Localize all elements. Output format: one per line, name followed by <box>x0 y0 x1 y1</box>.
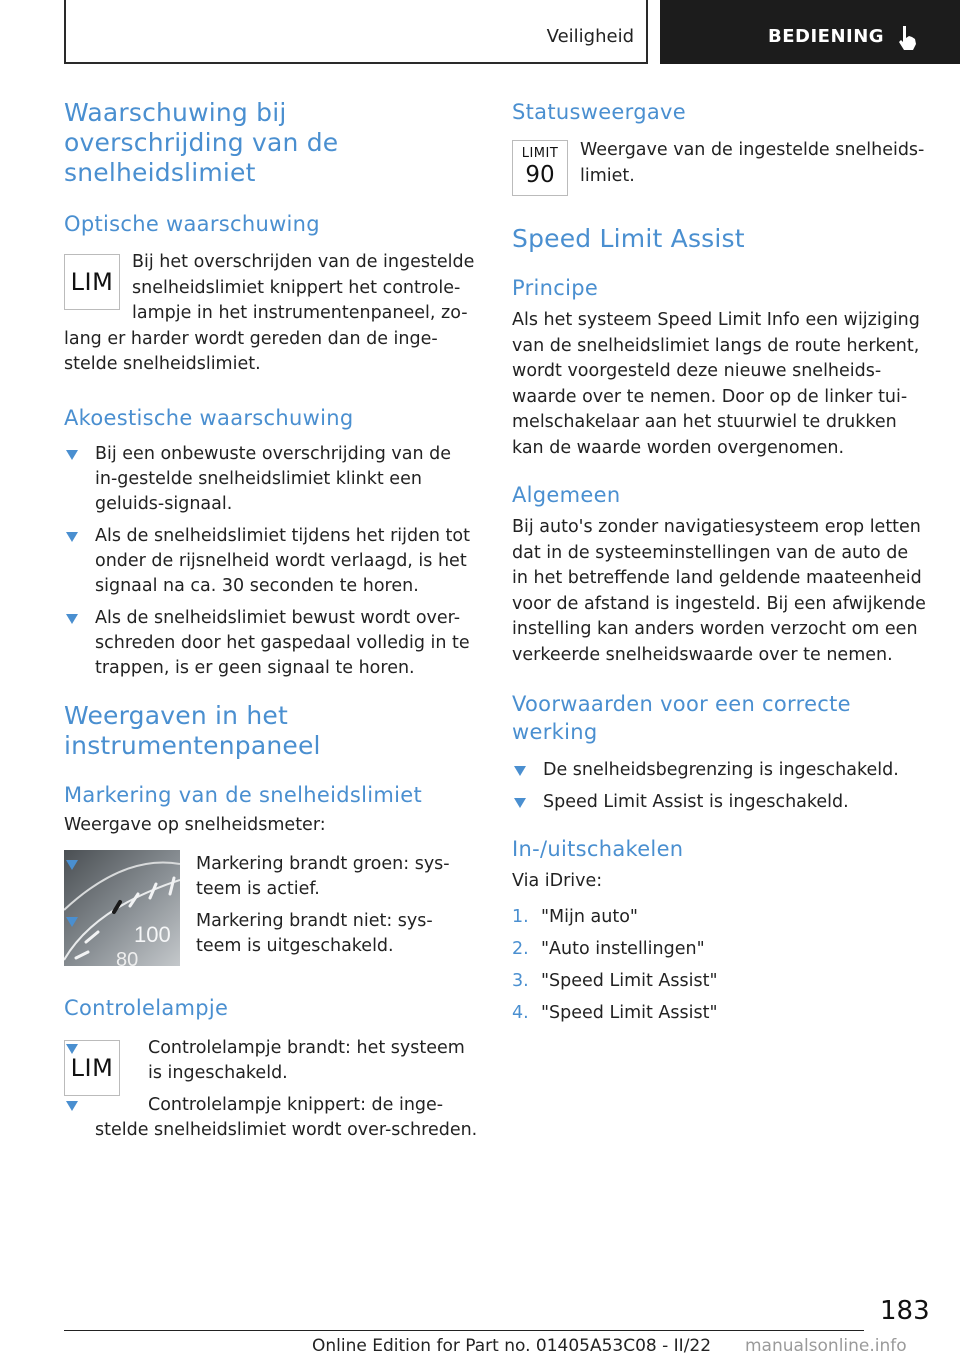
voorwaarden-list <box>512 758 928 815</box>
list-item: Als de snelheidslimiet tijdens het rijden tot onder de rijsnelheid wordt verlaagd, is het signaal na ca. 30 seconden te horen. <box>64 524 478 599</box>
step-number: 3. <box>512 970 529 991</box>
heading-weergaven: Weergaven in het instrumentenpaneel <box>64 700 321 760</box>
footer-divider <box>64 1330 864 1331</box>
step-text: "Speed Limit Assist" <box>541 1002 718 1023</box>
heading-algemeen: Algemeen <box>512 483 621 507</box>
left-column <box>64 98 478 1143</box>
heading-overschrijding: Waarschuwing bij overschrijding van de snelheidslimiet <box>64 98 339 187</box>
list-item: Bij een onbewuste overschrijding van de in-gestelde snelheidslimiet klinkt een geluids-signaal. <box>64 442 478 517</box>
steps-list <box>512 905 928 1026</box>
list-item <box>512 969 928 994</box>
optisch-block <box>64 250 478 378</box>
step-number: 2. <box>512 938 529 959</box>
optisch-text: Bij het overschrijden van de ingestelde snelheidslimiet knippert het controle-lampje in het instrumentenpaneel, zo-lang er harder wordt gereden dan de inge-stelde snelheidslimiet. <box>64 252 475 374</box>
header-section-title: Veiligheid <box>546 26 634 47</box>
status-text: Weergave van de ingestelde snelheids-limiet. <box>580 140 925 186</box>
heading-speed-limit-assist: Speed Limit Assist <box>512 224 745 253</box>
inuit-text: Via iDrive: <box>512 871 603 891</box>
heading-controlelampje: Controlelampje <box>64 996 229 1020</box>
list-item <box>512 1001 928 1026</box>
list-item <box>512 905 928 930</box>
step-number: 1. <box>512 906 529 927</box>
heading-statusweergave: Statusweergave <box>512 100 686 124</box>
step-text: "Auto instellingen" <box>541 938 705 959</box>
principe-text: Als het systeem Speed Limit Info een wijziging van de snelheidslimiet langs de route herkent, wordt voorgesteld deze nieuwe snelheids-waarde over te nemen. Door op de linker tui-melschakelaar aan het stuurwiel te drukken kan de waarde worden overgenomen. <box>512 310 920 458</box>
watermark: manualsonline.info <box>745 1336 907 1356</box>
edition-text: Online Edition for Part no. 01405A53C08 - II/22 <box>312 1336 712 1356</box>
pointing-hand-icon <box>896 24 918 52</box>
controlelampje-list <box>64 1036 478 1143</box>
step-text: "Mijn auto" <box>541 906 638 927</box>
heading-principe: Principe <box>512 276 599 300</box>
heading-in-uitschakelen: In-/uitschakelen <box>512 837 684 861</box>
right-column <box>512 98 928 1026</box>
step-text: "Speed Limit Assist" <box>541 970 718 991</box>
lim-indicator-icon: LIM <box>64 1040 120 1096</box>
header-chapter-tab <box>660 0 960 64</box>
list-item: Controlelampje knippert: de inge-stelde snelheidslimiet wordt over-schreden. <box>64 1093 478 1143</box>
list-item: Als de snelheidslimiet bewust wordt over-schreden door het gaspedaal volledig in te trappen, is er geen signaal te horen. <box>64 606 478 681</box>
lim-indicator-icon: LIM <box>64 254 120 310</box>
heading-optische-waarschuwing: Optische waarschuwing <box>64 212 320 236</box>
algemeen-text: Bij auto's zonder navigatiesysteem erop letten dat in de systeeminstellingen van de auto de in het betreffende land geldende maateenheid voor de afstand is ingesteld. Bij een afwijkende instelling kan anders worden verzocht om een verkeerde snelheidswaarde over te nemen. <box>512 517 926 665</box>
list-item: Markering brandt groen: sys-teem is actief. <box>64 852 478 902</box>
markering-block <box>64 850 478 972</box>
list-item <box>512 937 928 962</box>
heading-markering: Markering van de snelheidslimiet <box>64 782 422 807</box>
limit-label: LIMIT <box>521 146 559 161</box>
list-item: Markering brandt niet: sys-teem is uitgeschakeld. <box>64 909 478 959</box>
heading-voorwaarden: Voorwaarden voor een correcte werking <box>512 692 851 744</box>
speedo-label-80: 80 <box>116 949 139 966</box>
list-item: Controlelampje brandt: het systeem is ingeschakeld. <box>64 1036 478 1086</box>
step-number: 4. <box>512 1002 529 1023</box>
status-block <box>512 138 928 202</box>
heading-akoestische-waarschuwing: Akoestische waarschuwing <box>64 405 354 430</box>
list-item: De snelheidsbegrenzing is ingeschakeld. <box>512 758 928 783</box>
speed-limit-sign-icon <box>512 140 568 196</box>
controlelampje-block <box>64 1036 478 1143</box>
list-item: Speed Limit Assist is ingeschakeld. <box>512 790 928 815</box>
header-chapter-title: BEDIENING <box>768 26 885 47</box>
limit-value: 90 <box>525 162 555 188</box>
speedo-label-100: 100 <box>134 922 171 947</box>
markering-text: Weergave op snelheidsmeter: <box>64 814 326 835</box>
akoestisch-list <box>64 442 478 681</box>
page-number: 183 <box>880 1296 930 1326</box>
